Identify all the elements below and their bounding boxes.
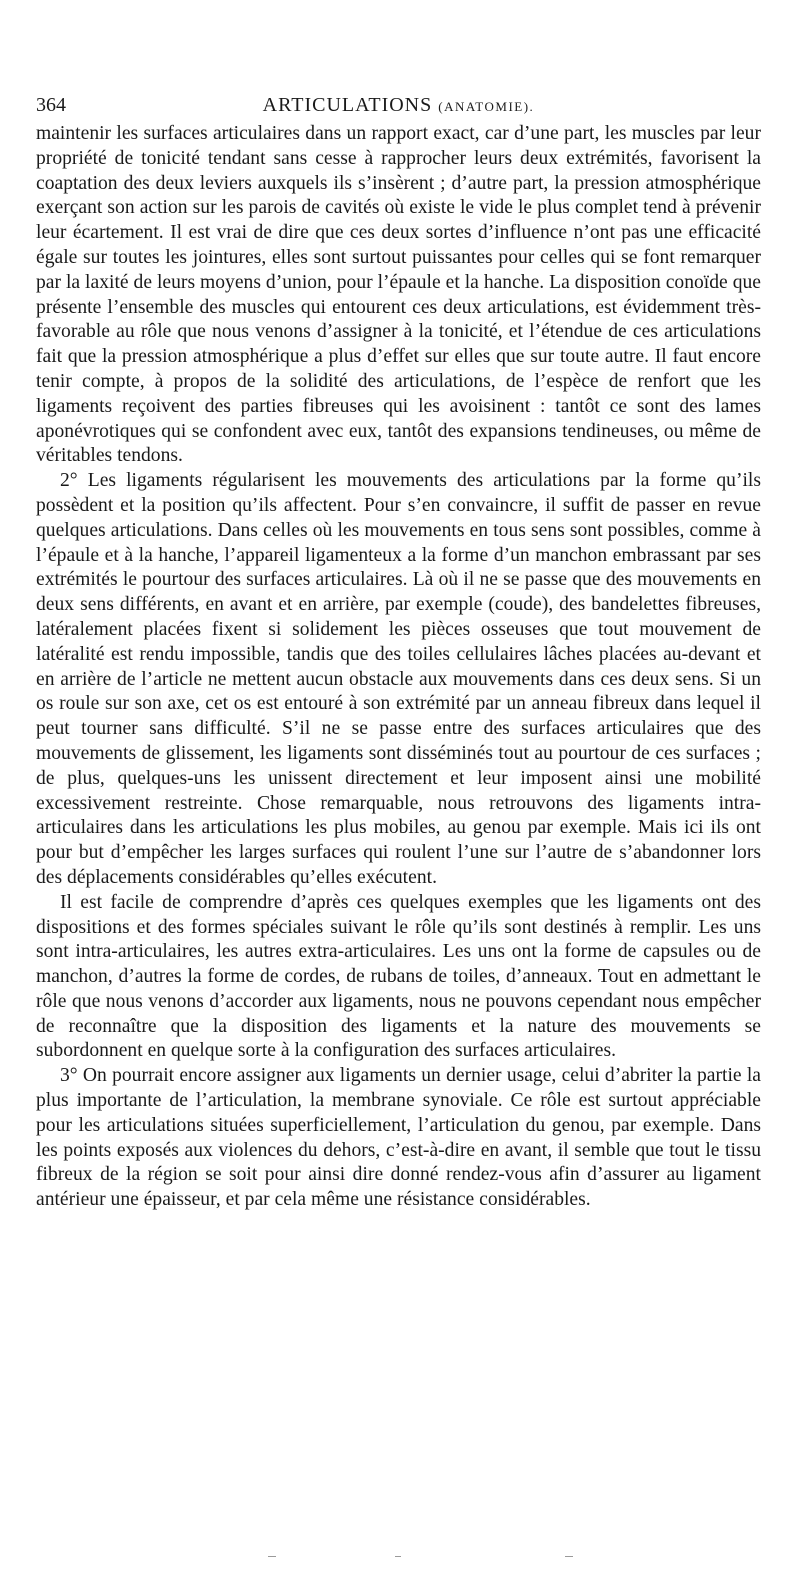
running-title (36, 90, 761, 122)
book-page (36, 90, 761, 1213)
scan-mark (268, 1556, 276, 1557)
chapter-title: ARTICULATIONS (262, 94, 433, 116)
paragraph-continuation: maintenir les surfaces articulaires dans un rapport exact, car d’une part, les muscles par leur propriété de tonicité tendant sans cesse à rapprocher leurs deux extrémités, favorisent la coaptation des deux leviers auxquels ils s’insèrent ; d’autre part, la pression atmosphérique exerçant son action sur les parois de cavités où existe le vide le plus complet tend à prévenir leur écartement. Il est vrai de dire que ces deux sortes d’influence n’ont pas une efficacité égale sur toutes les jointures, elles sont surtout puissantes pour celles qui se font remarquer par la laxité de leurs moyens d’union, pour l’épaule et la hanche. La disposition conoïde que présente l’ensemble des muscles qui entourent ces deux articulations, est évidemment très-favorable au rôle que nous venons d’assigner à la tonicité, et l’étendue de ces articulations fait que la pression atmosphérique a plus d’effet sur elles que sur toute autre. Il faut encore tenir compte, à propos de la solidité des articulations, de l’espèce de renfort que les ligaments reçoivent des parties fibreuses qui les avoisinent : tantôt ce sont des lames aponévrotiques qui se confondent avec eux, tantôt des expansions tendineuses, ou même de véritables tendons. (36, 123, 761, 467)
footer-scan-marks (0, 1548, 800, 1568)
chapter-subtitle: (ANATOMIE). (438, 99, 535, 114)
paragraph-ligament-regulation: 2° Les ligaments régularisent les mouvements des articulations par la forme qu’ils possèdent et la position qu’ils affectent. Pour s’en convaincre, il suffit de passer en revue quelques articulations. Dans celles où les mouvements en tous sens sont possibles, comme à l’épaule et à la hanche, l’appareil ligamenteux a la forme d’un manchon embrassant par ses extrémités le pourtour des surfaces articulaires. Là où il ne se passe que des mouvements en deux sens différents, en avant et en arrière, par exemple (coude), des bandelettes fibreuses, latéralement placées fixent si solidement les pièces osseuses que tout mouvement de latéralité est rendu impossible, tandis que des toiles cellulaires lâches placées au-devant et en arrière de l’article ne mettent aucun obstacle aux mouvements dans ces deux sens. Si un os roule sur son axe, cet os est entouré à son extrémité par un anneau fibreux dans lequel il peut tourner sans difficulté. S’il ne se passe entre des surfaces articulaires que des mouvements de glissement, les ligaments sont disséminés tout au pourtour de ces surfaces ; de plus, quelques-uns les unissent directement et leur imposent ainsi une mobilité excessivement restreinte. Chose remarquable, nous retrouvons des ligaments intra-articulaires dans les articulations les plus mobiles, au genou par exemple. Mais ici ils ont pour but d’empêcher les larges surfaces qui roulent l’une sur l’autre de s’abandonner lors des déplacements considérables qu’elles exécutent. (36, 470, 761, 888)
scan-mark (395, 1556, 401, 1557)
paragraph-ligament-protection: 3° On pourrait encore assigner aux ligaments un dernier usage, celui d’abriter la partie la plus importante de l’articulation, la membrane synoviale. Ce rôle est surtout appréciable pour les articulations situées superficiellement, l’articulation du genou, par exemple. Dans les points exposés aux violences du dehors, c’est-à-dire en avant, il semble que tout le tissu fibreux de la région se soit pour ainsi dire donné rendez-vous afin d’assurer au ligament antérieur une épaisseur, et par cela même une résistance considérables. (36, 1065, 761, 1211)
running-head (36, 90, 761, 120)
body-text (36, 122, 761, 1213)
paragraph-ligament-forms: Il est facile de comprendre d’après ces quelques exemples que les ligaments ont des dispositions et des formes spéciales suivant le rôle qu’ils sont destinés à remplir. Les uns sont intra-articulaires, les autres extra-articulaires. Les uns ont la forme de capsules ou de manchon, d’autres la forme de cordes, de rubans de toiles, d’anneaux. Tout en admettant le rôle que nous venons d’accorder aux ligaments, nous ne pouvons cependant nous empêcher de reconnaître que la disposition des ligaments et la nature des mouvements se subordonnent en quelque sorte à la configuration des surfaces articulaires. (36, 891, 761, 1062)
scan-mark (565, 1556, 573, 1557)
page-number: 364 (36, 94, 66, 116)
